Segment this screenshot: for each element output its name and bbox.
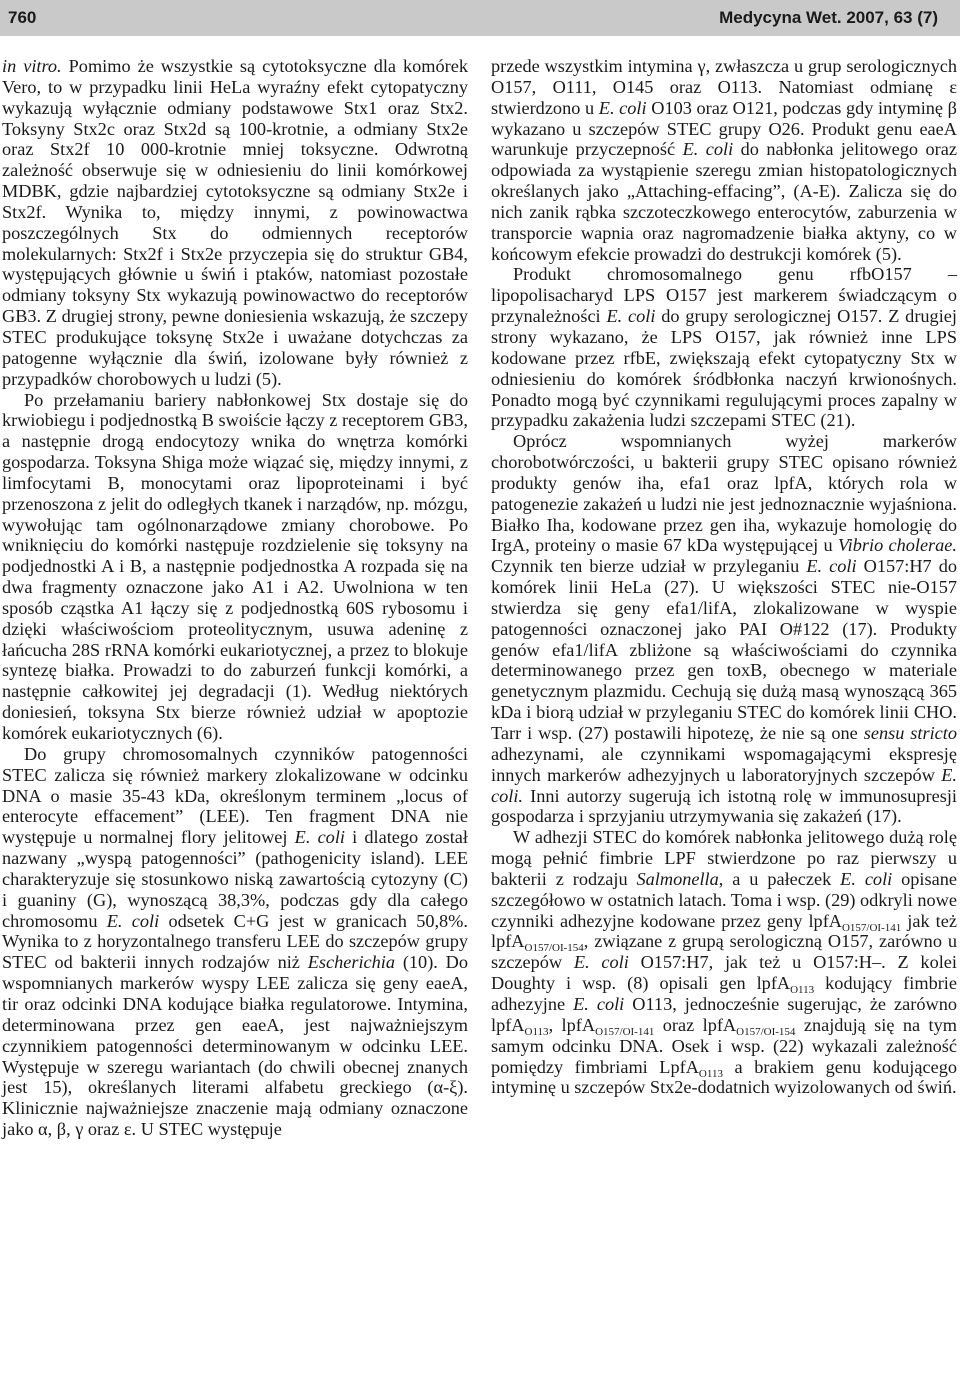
text-run: Czynnik ten bierze udział w przyleganiu — [491, 556, 807, 577]
left-column — [2, 56, 468, 1140]
text-run: przede wszystkim intymina γ, zwłaszcza u grup serologicznych O157, O111, O145 oraz O113. Natomiast odmianę ε stwierdzono u — [491, 56, 957, 118]
text-run: do grupy serologicznej O157. Z drugiej strony wykazano, że LPS O157, jak również inne LPS kodowane przez rfbE, zwiększają efekt cytopatyczny Stx w odniesieniu do komórek śródbłonka naczyń krwionośnych. Ponadto mogą być czynnikami regulującymi proces zapalny w przypadku zakażenia ludzi szczepami STEC (21). — [491, 306, 957, 431]
italic-text: E. coli — [682, 139, 734, 160]
journal-citation: Medycyna Wet. 2007, 63 (7) — [719, 8, 938, 27]
subscript: O157/OI-154 — [736, 1025, 796, 1038]
paragraph — [491, 431, 957, 827]
paragraph — [491, 56, 957, 264]
right-column — [491, 56, 957, 1098]
italic-text: E. coli — [106, 910, 160, 931]
italic-text: E. coli — [598, 97, 647, 118]
text-run: , lpfA — [548, 1014, 596, 1035]
paragraph — [2, 744, 468, 1140]
text-run: kodujący fimbrie adhezyjne — [491, 973, 957, 1014]
subscript: O157/OI-141 — [595, 1025, 655, 1038]
text-run: jak też lpfA — [491, 910, 957, 952]
italic-text: E. coli — [606, 306, 656, 327]
text-run: i dlatego został nazwany „wyspą patogenności” (pathogenicity island). LEE charakteryzuje się stosunkowo niską zawartością cytozyny (C) i guaniny (G), wynoszącą 38,3%, podczas gdy dla całego chromosomu — [2, 827, 468, 931]
italic-text: E. coli — [294, 827, 345, 848]
italic-text: in vitro. — [2, 56, 62, 76]
running-header — [0, 0, 960, 36]
text-run: , związane z grupą serologiczną O157, zarówno u szczepów — [491, 931, 957, 973]
text-run: Do grupy chromosomalnych czynników patogenności STEC zalicza się również markery zlokalizowane w odcinku DNA o masie 35-43 kDa, określonym terminem „locus of enterocyte effacement” (LEE). Ten fragment DNA nie występuje u normalnej flory jelitowej — [2, 743, 468, 848]
text-run: opisane szczegółowo w ostatnich latach. Toma i wsp. (29) odkryli nowe czynniki adhezyjne kodowane przez geny lpfA — [491, 868, 957, 931]
italic-text: Salmonella — [636, 868, 719, 889]
paragraph — [491, 264, 957, 431]
italic-text: Vibrio cholerae. — [837, 535, 957, 556]
italic-text: E. coli. — [491, 764, 957, 806]
subscript: O113 — [790, 984, 815, 997]
italic-text: E. coli — [806, 556, 857, 577]
text-run: Oprócz wspomnianych wyżej markerów chorobotwórczości, u bakterii grupy STEC opisano również produkty genów iha, efa1 oraz lpfA, których rola w patogenezie zakażeń u ludzi nie jest jednoznacznie wyjaśniona. Białko Iha, kodowane przez gen iha, wykazuje homologię do IrgA, proteiny o masie 67 kDa występującej u — [491, 431, 957, 556]
subscript: O157/OI-154 — [524, 942, 584, 955]
paragraph — [491, 827, 957, 1098]
text-run: do nabłonka jelitowego oraz odpowiada za wystąpienie szeregu zmian histopatologicznych określanych jako „Attaching-effacing”, (A-E). Zalicza się do nich zanik rąbka szczoteczkowego enterocytów, zaburzenia w transporcie wapnia oraz nagromadzenie białka aktyny, co w końcowym efekcie prowadzi do destrukcji komórek (5). — [491, 139, 957, 264]
text-run: znajdują się na tym samym odcinku DNA. Osek i wsp. (22) wykazali zależność pomiędzy fimbriami LpfA — [491, 1014, 957, 1077]
page-number: 760 — [8, 8, 37, 27]
subscript: O157/OI-141 — [841, 921, 902, 934]
italic-text: sensu stricto — [863, 723, 957, 743]
text-run: W adhezji STEC do komórek nabłonka jelitowego dużą rolę mogą pełnić fimbrie LPF stwierdzone po raz pierwszy u bakterii z rodzaju — [491, 827, 957, 889]
text-run: odsetek C+G jest w granicach 50,8%. Wynika to z horyzontalnego transferu LEE do szczepów grupy STEC od bakterii innych rodzajów niż — [2, 910, 468, 973]
text-run: oraz lpfA — [654, 1014, 737, 1035]
paragraph: Po przełamaniu bariery nabłonkowej Stx dostaje się do krwiobiegu i podjednostką B swoiście łączy z receptorem GB3, a następnie drogą endocytozy wnika do wnętrza komórki gospodarza. Toksyna Shiga może wiązać się, między innymi, z limfocytami B, monocytami oraz lipoproteinami i być przenoszona z jelit do odległych tkanek i narządów, np. mózgu, wywołując tam ogólnonarządowe zmiany chorobowe. Po wniknięciu do komórki następuje rozdzielenie się toksyny na podjednostki A i B, a następnie podjednostka A rozpada się na dwa fragmenty oznaczone jako A1 i A2. Uwolniona w ten sposób cząstka A1 łączy się z podjednostką 60S rybosomu i dzięki właściwościom proteolitycznym, usuwa adeninę z łańcucha 28S rRNA komórki eukariotycznej, a przez to blokuje syntezę białka. Prowadzi to do zaburzeń funkcji komórki, a następnie całkowitej jej degradacji (1). Według niektórych doniesień, toksyna Stx bierze również udział w apoptozie komórek eukariotycznych (6). — [2, 389, 468, 743]
italic-text: Escherichia — [307, 952, 396, 973]
italic-text: E. coli — [840, 868, 893, 889]
text-run: Produkt chromosomalnego genu rfbO157 – lipopolisacharyd LPS O157 jest markerem świadczącym o przynależności — [491, 264, 957, 327]
text-run: O103 oraz O121, podczas gdy intyminę β wykazano u szczepów STEC grupy O26. Produkt genu eaeA warunkuje przyczepność — [491, 97, 957, 160]
text-run: Pomimo że wszystkie są cytotoksyczne dla komórek Vero, to w przypadku linii HeLa wyraźny efekt cytopatyczny wykazują wyłącznie odmiany podstawowe Stx1 oraz Stx2. Toksyny Stx2c oraz Stx2d są 100-krotnie, a odmiany Stx2e oraz Stx2f 10 000-krotnie mniej toksyczne. Odwrotną zależność obserwuje się w odniesieniu do linii komórkowej MDBK, gdzie najbardziej cytotoksyczne są odmiany Stx2e i Stx2f. Wynika to, między innymi, z powinowactwa poszczególnych Stx do odmiennych receptorów molekularnych: Stx2f i Stx2e przyczepia się do struktur GB4, występujących głównie u świń i ptaków, natomiast pozostałe odmiany toksyny Stx wykazują powinowactwo do receptorów GB3. Z drugiej strony, pewne doniesienia wskazują, że szczepy STEC produkujące toksynę Stx2e i uważane dotychczas za patogenne wyłącznie dla świń, izolowane były również z przypadków chorobowych u ludzi (5). — [2, 56, 468, 389]
text-run: O157:H7 do komórek linii HeLa (27). U większości STEC nie-O157 stwierdza się geny efa1/lifA, zlokalizowane w wyspie patogenności oznaczonej jako PAI O#122 (17). Produkty genów efa1/lifA zbliżone są właściwościami do czynnika determinowanego przez gen toxB, obecnego w materiale genetycznym plazmidu. Cechują się dużą masą wynoszącą 365 kDa i biorą udział w przyleganiu STEC do komórek linii CHO. Tarr i wsp. (27) postawili hipotezę, że nie są one — [491, 556, 957, 743]
text-run: a brakiem genu kodującego intyminę u szczepów Stx2e-dodatnich wyizolowanych od świń. — [491, 1056, 958, 1098]
italic-text: E. coli — [573, 993, 625, 1014]
text-run: adhezynami, ale czynnikami wspomagającymi ekspresję innych markerów adhezyjnych u laboratoryjnych szczepów — [491, 743, 957, 785]
text-run: , a u pałeczek — [718, 868, 841, 889]
subscript: O113 — [524, 1025, 549, 1038]
subscript: O113 — [698, 1067, 723, 1080]
paragraph — [2, 56, 468, 390]
text-run: O113, jednocześnie sugerując, że zarówno lpfA — [491, 993, 957, 1035]
text-run: (10). Do wspomnianych markerów wyspy LEE zalicza się geny eaeA, tir oraz odcinki DNA kodujące białka regulatorowe. Intymina, determinowana przez gen eaeA, jest najważniejszym czynnikiem patogenności determinowanym w odcinku LEE. Występuje w szeregu wariantach (do chwili obecnej znanych jest 15), określanych literami alfabetu greckiego (α-ξ). Klinicznie najważniejsze znaczenie mają odmiany oznaczone jako α, β, γ oraz ε. U STEC występuje — [2, 952, 468, 1140]
text-run: O157:H7, jak też u O157:H–. Z kolei Doughty i wsp. (8) opisali gen lpfA — [491, 952, 957, 994]
italic-text: E. coli — [573, 952, 629, 973]
text-run: Inni autorzy sugerują ich istotną rolę w immunosupresji gospodarza i sprzyjaniu utrzymywania się zakażeń (17). — [491, 785, 957, 827]
